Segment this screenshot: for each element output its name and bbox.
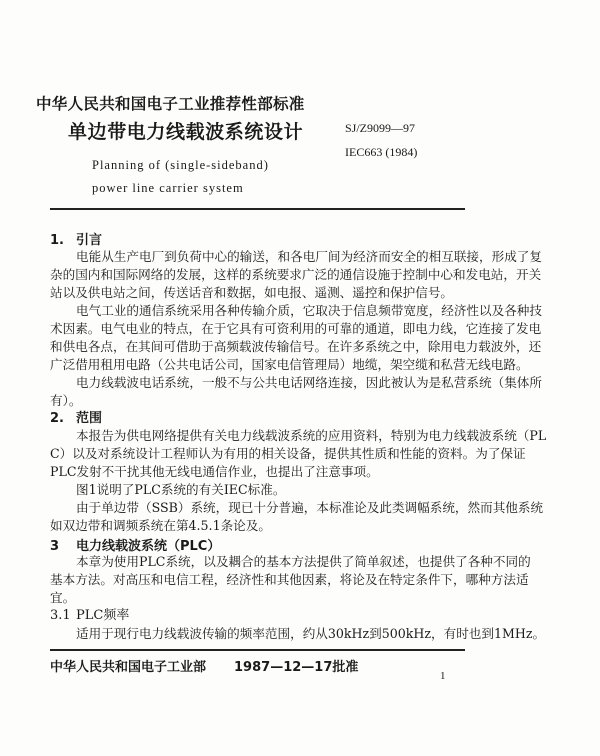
english-title-line1: Planning of (single-sideband) — [92, 158, 269, 172]
paragraph-line: 广泛借用租用电路（公共电话公司，国家电信管理局）地缆，架空缆和私营无线电路。 — [50, 357, 529, 372]
standard-org: 中华人民共和国电子工业推荐性部标准 — [36, 95, 305, 113]
paragraph-line: 基本方法。对高压和电信工程，经济性和其他因素，将论及在特定条件下，哪种方法适 — [50, 572, 529, 587]
footer-divider — [50, 649, 465, 651]
iec-reference: IEC663 (1984) — [345, 145, 418, 159]
page-number: 1 — [440, 670, 446, 682]
section-3-heading: 3 电力线载波系统（PLC） — [50, 539, 221, 554]
english-title-line2: power line carrier system — [92, 181, 244, 195]
paragraph-line: 本章为使用PLC系统，以及耦合的基本方法提供了简单叙述，也提供了各种不同的 — [76, 554, 531, 569]
section-3-1-heading: 3.1 PLC频率 — [50, 608, 130, 623]
paragraph-line: 杂的国内和国际网络的发展，这样的系统要求广泛的通信设施于控制中心和发电站，开关 — [50, 267, 542, 282]
paragraph-line: 由于单边带（SSB）系统，现已十分普遍，本标准论及此类调幅系统，然而其他系统 — [76, 500, 544, 515]
paragraph-line: 本报告为供电网络提供有关电力线载波系统的应用资料，特别为电力线载波系统（PL — [76, 428, 547, 443]
paragraph-line: 电气工业的通信系统采用各种传输介质，它取决于信息频带宽度，经济性以及各种技 — [76, 303, 542, 318]
paragraph-line: 图1说明了PLC系统的有关IEC标准。 — [76, 482, 286, 497]
paragraph-line: 和供电各点，在其间可借助于高频载波传输信号。在许多系统之中，除用电力载波外，还 — [50, 339, 542, 354]
paragraph-line: 有）。 — [50, 393, 82, 408]
standard-code: SJ/Z9099—97 — [345, 121, 416, 135]
section-1-heading: 1. 引言 — [50, 233, 103, 248]
approval-date: 1987—12—17批准 — [234, 660, 359, 675]
header-divider — [50, 208, 465, 210]
paragraph-line: 电力线载波电话系统，一般不与公共电话网络连接，因此被认为是私营系统（集体所 — [76, 375, 542, 390]
paragraph-line: 站以及供电站之间，传送话音和数据，如电报、遥测、遥控和保护信号。 — [50, 285, 453, 300]
paragraph-line: PLC发射不干扰其他无线电通信作业，也提出了注意事项。 — [50, 464, 379, 479]
paragraph-line: 电能从生产电厂到负荷中心的输送，和各电厂间为经济而安全的相互联接，形成了复 — [76, 249, 542, 264]
paragraph-line: 适用于现行电力线载波传输的频率范围，约从30kHz到500kHz，有时也到1MHz。 — [76, 626, 546, 641]
paragraph-line: 如双边带和调频系统在第4.5.1条论及。 — [50, 518, 271, 533]
paragraph-line: C）以及对系统设计工程师认为有用的相关设备，提供其性质和性能的资料。为了保证 — [50, 446, 526, 461]
document-title: 单边带电力线载波系统设计 — [68, 121, 304, 143]
section-2-heading: 2. 范围 — [50, 411, 103, 426]
footer-issuer: 中华人民共和国电子工业部 1987—12—17批准 — [50, 660, 359, 675]
paragraph-line: 宜。 — [50, 590, 76, 605]
paragraph-line: 术因素。电气电业的特点，在于它具有可资利用的可靠的通道，即电力线，它连接了发电 — [50, 321, 542, 336]
